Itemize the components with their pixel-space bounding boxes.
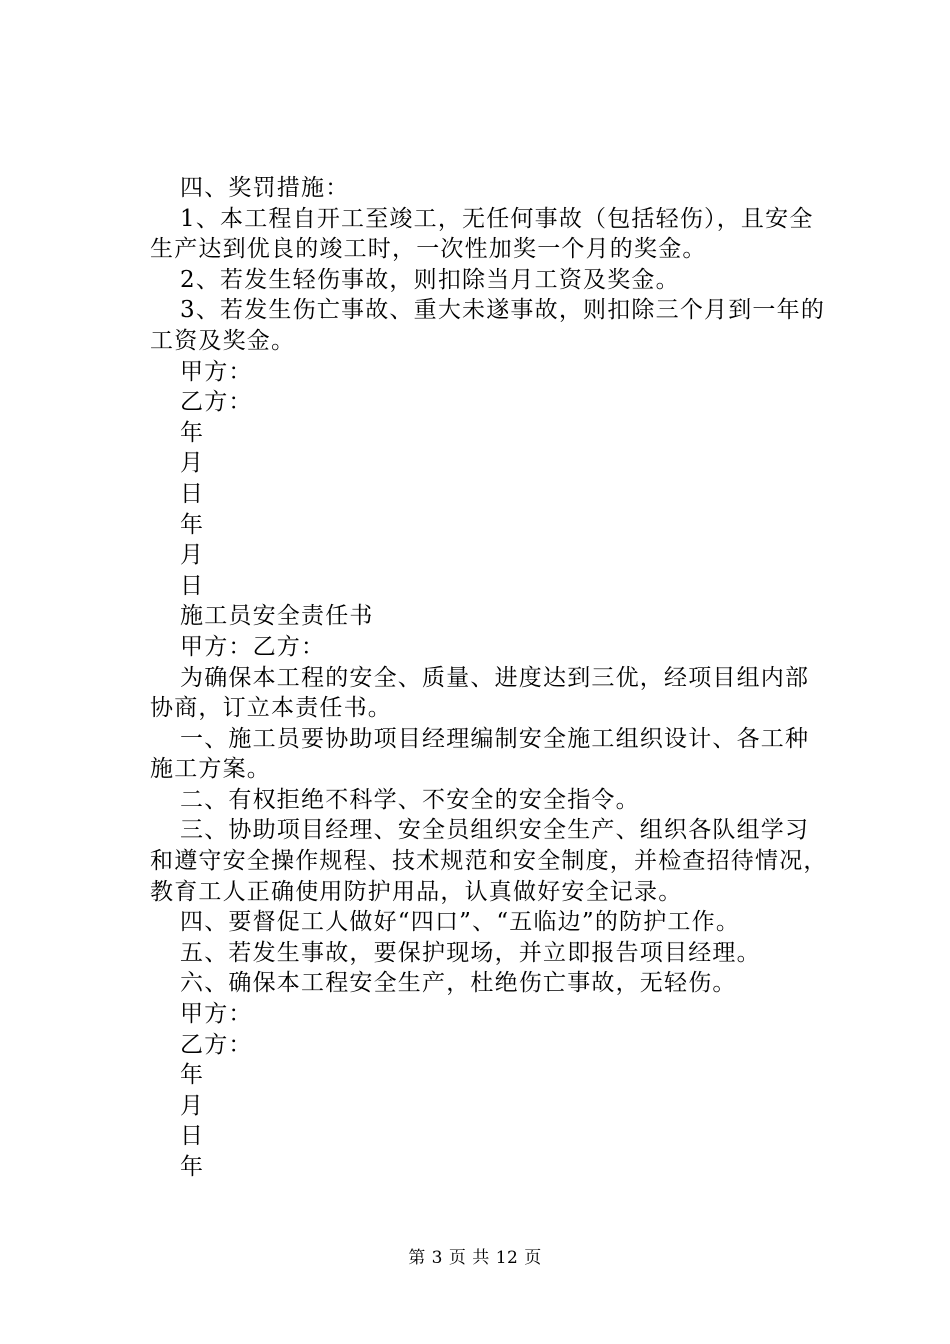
party-a-label: 甲方： [180,1001,253,1028]
date-year: 年 [180,419,205,446]
document-body [150,173,830,1183]
reward-item-2: 2、若发生轻伤事故，则扣除当月工资及奖金。 [180,266,680,293]
section-heading-rewards: 四、奖罚措施： [180,175,350,201]
date-day: 日 [180,572,205,599]
party-b-label: 乙方： [180,1031,253,1058]
date-day: 日 [180,480,205,507]
date-year: 年 [180,1062,205,1089]
date-year: 年 [180,1154,205,1180]
document-title: 施工员安全责任书 [180,603,374,630]
duty-item-2: 二、有权拒绝不科学、不安全的安全指令。 [180,786,640,813]
duty-item-5: 五、若发生事故，要保护现场，并立即报告项目经理。 [180,939,761,966]
duty-item-4: 四、要督促工人做好“四口”、“五临边”的防护工作。 [180,909,741,936]
intro-paragraph: 为确保本工程的安全、质量、进度达到三优，经项目组内部协商，订立本责任书。 [150,664,810,722]
duty-item-6: 六、确保本工程安全生产，杜绝伤亡事故，无轻伤。 [180,970,737,997]
reward-item-3: 3、若发生伤亡事故、重大未遂事故，则扣除三个月到一年的工资及奖金。 [150,297,826,354]
duty-item-3: 三、协助项目经理、安全员组织安全生产、组织各队组学习和遵守安全操作规程、技术规范和安全制度，并检查招待情况，教育工人正确使用防护用品，认真做好安全记录。 [150,817,828,905]
date-month: 月 [180,542,205,569]
date-year: 年 [180,511,205,538]
reward-item-1: 1、本工程自开工至竣工，无任何事故（包括轻伤），且安全生产达到优良的竣工时，一次性加奖一个月的奖金。 [150,205,814,263]
date-month: 月 [180,450,205,477]
party-a-label: 甲方： [180,358,253,385]
page-number-footer: 第 3 页 共 12 页 [408,1248,542,1268]
duty-item-1: 一、施工员要协助项目经理编制安全施工组织设计、各工种施工方案。 [150,725,810,783]
parties-line: 甲方：乙方： [180,633,326,660]
date-month: 月 [180,1092,205,1119]
party-b-label: 乙方： [180,389,253,416]
date-day: 日 [180,1123,205,1150]
